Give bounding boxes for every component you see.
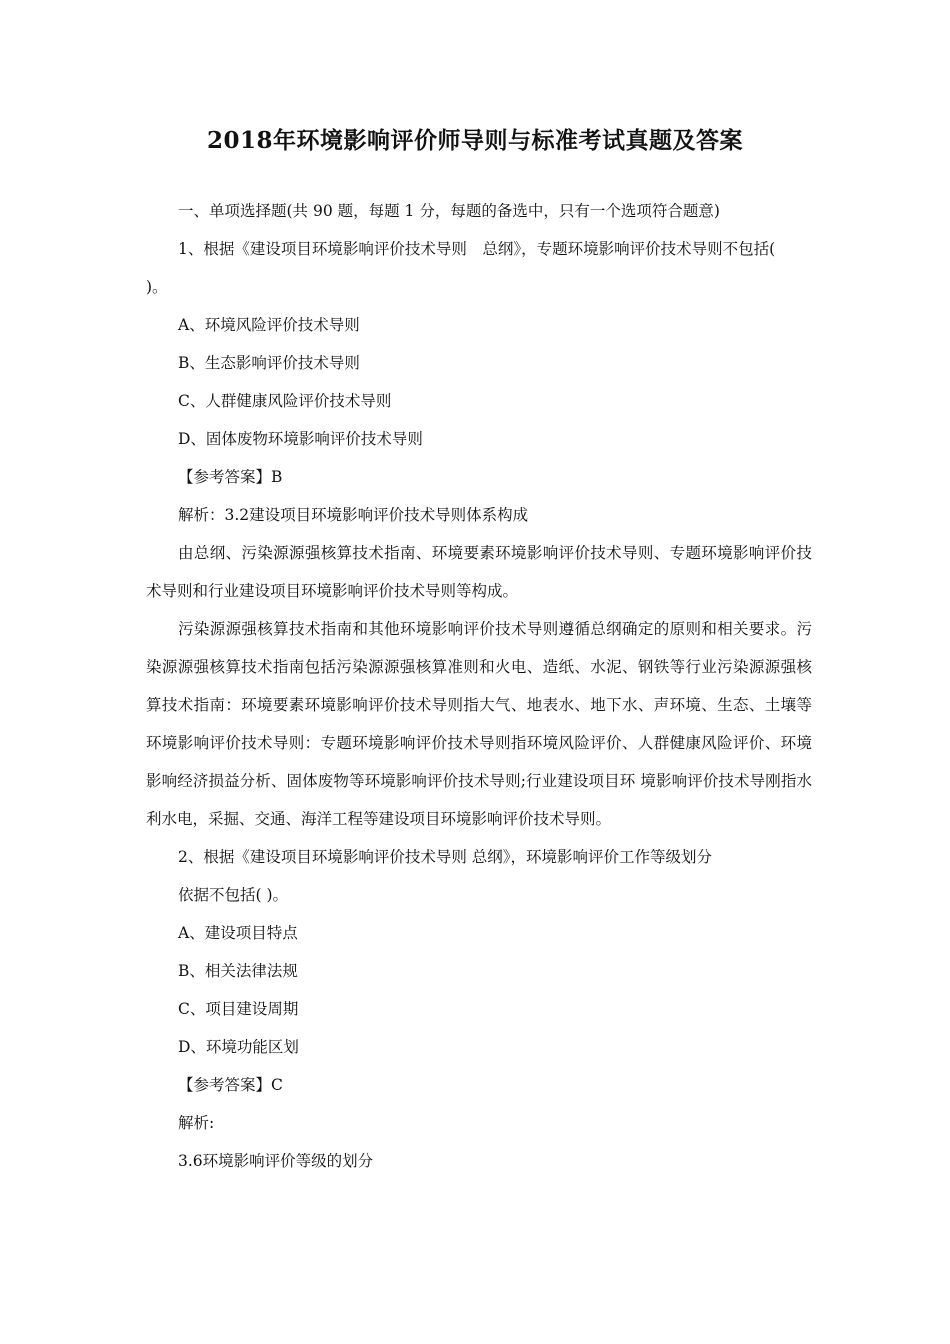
question-2-option-d: D、环境功能区划 <box>178 1038 299 1056</box>
question-1-option-b: B、生态影响评价技术导则 <box>178 354 360 372</box>
question-2-option-c: C、项目建设周期 <box>178 1000 299 1018</box>
question-2-analysis-paragraph-1: 3.6环境影响评价等级的划分 <box>178 1152 374 1170</box>
question-2-stem-line-2: 依据不包括( )。 <box>178 886 289 904</box>
question-2-option-a: A、建设项目特点 <box>178 924 298 942</box>
question-1-option-c: C、人群健康风险评价技术导则 <box>178 392 392 410</box>
question-2-option-b: B、相关法律法规 <box>178 962 298 980</box>
question-1-analysis-paragraph-2: 污染源源强核算技术指南和其他环境影响评价技术导则遵循总纲确定的原则和相关要求。污染源源强核算技术指南包括污染源源强核算准则和火电、造纸、水泥、钢铁等行业污染源源强核算技术指南：环境要素环境影响评价技术导则指大气、地表水、地下水、声环境、生态、土壤等环境影响评价技术导则：专题环境影响评价技术导则指环境风险评价、人群健康风险评价、环境影响经济损益分析、固体废物等环境影响评价技术导则;行业建设项目环 境影响评价技术导刚指水利水电，采掘、交通、海洋工程等建设项目环境影响评价技术导则。 <box>146 620 812 828</box>
question-2-analysis-title: 解析: <box>178 1114 215 1132</box>
document-body <box>146 192 812 1180</box>
question-1-stem-end: )。 <box>146 278 168 296</box>
document-title: 2018年环境影响评价师导则与标准考试真题及答案 <box>206 127 743 154</box>
question-1-option-d: D、固体废物环境影响评价技术导则 <box>178 430 423 448</box>
question-1-option-a: A、环境风险评价技术导则 <box>178 316 360 334</box>
question-1-stem: 1、根据《建设项目环境影响评价技术导则 总纲》，专题环境影响评价技术导则不包括( <box>178 240 776 258</box>
question-1-answer: 【参考答案】B <box>178 468 283 486</box>
question-2-answer: 【参考答案】C <box>178 1076 283 1094</box>
section-heading: 一、单项选择题(共 90 题，每题 1 分，每题的备选中，只有一个选项符合题意) <box>178 202 720 220</box>
question-1-analysis-paragraph-1: 由总纲、污染源源强核算技术指南、环境要素环境影响评价技术导则、专题环境影响评价技术导则和行业建设项目环境影响评价技术导则等构成。 <box>146 544 812 600</box>
question-2-stem-line-1: 2、根据《建设项目环境影响评价技术导则 总纲》，环境影响评价工作等级划分 <box>178 848 713 866</box>
question-1-analysis-title: 解析：3.2建设项目环境影响评价技术导则体系构成 <box>178 506 529 524</box>
